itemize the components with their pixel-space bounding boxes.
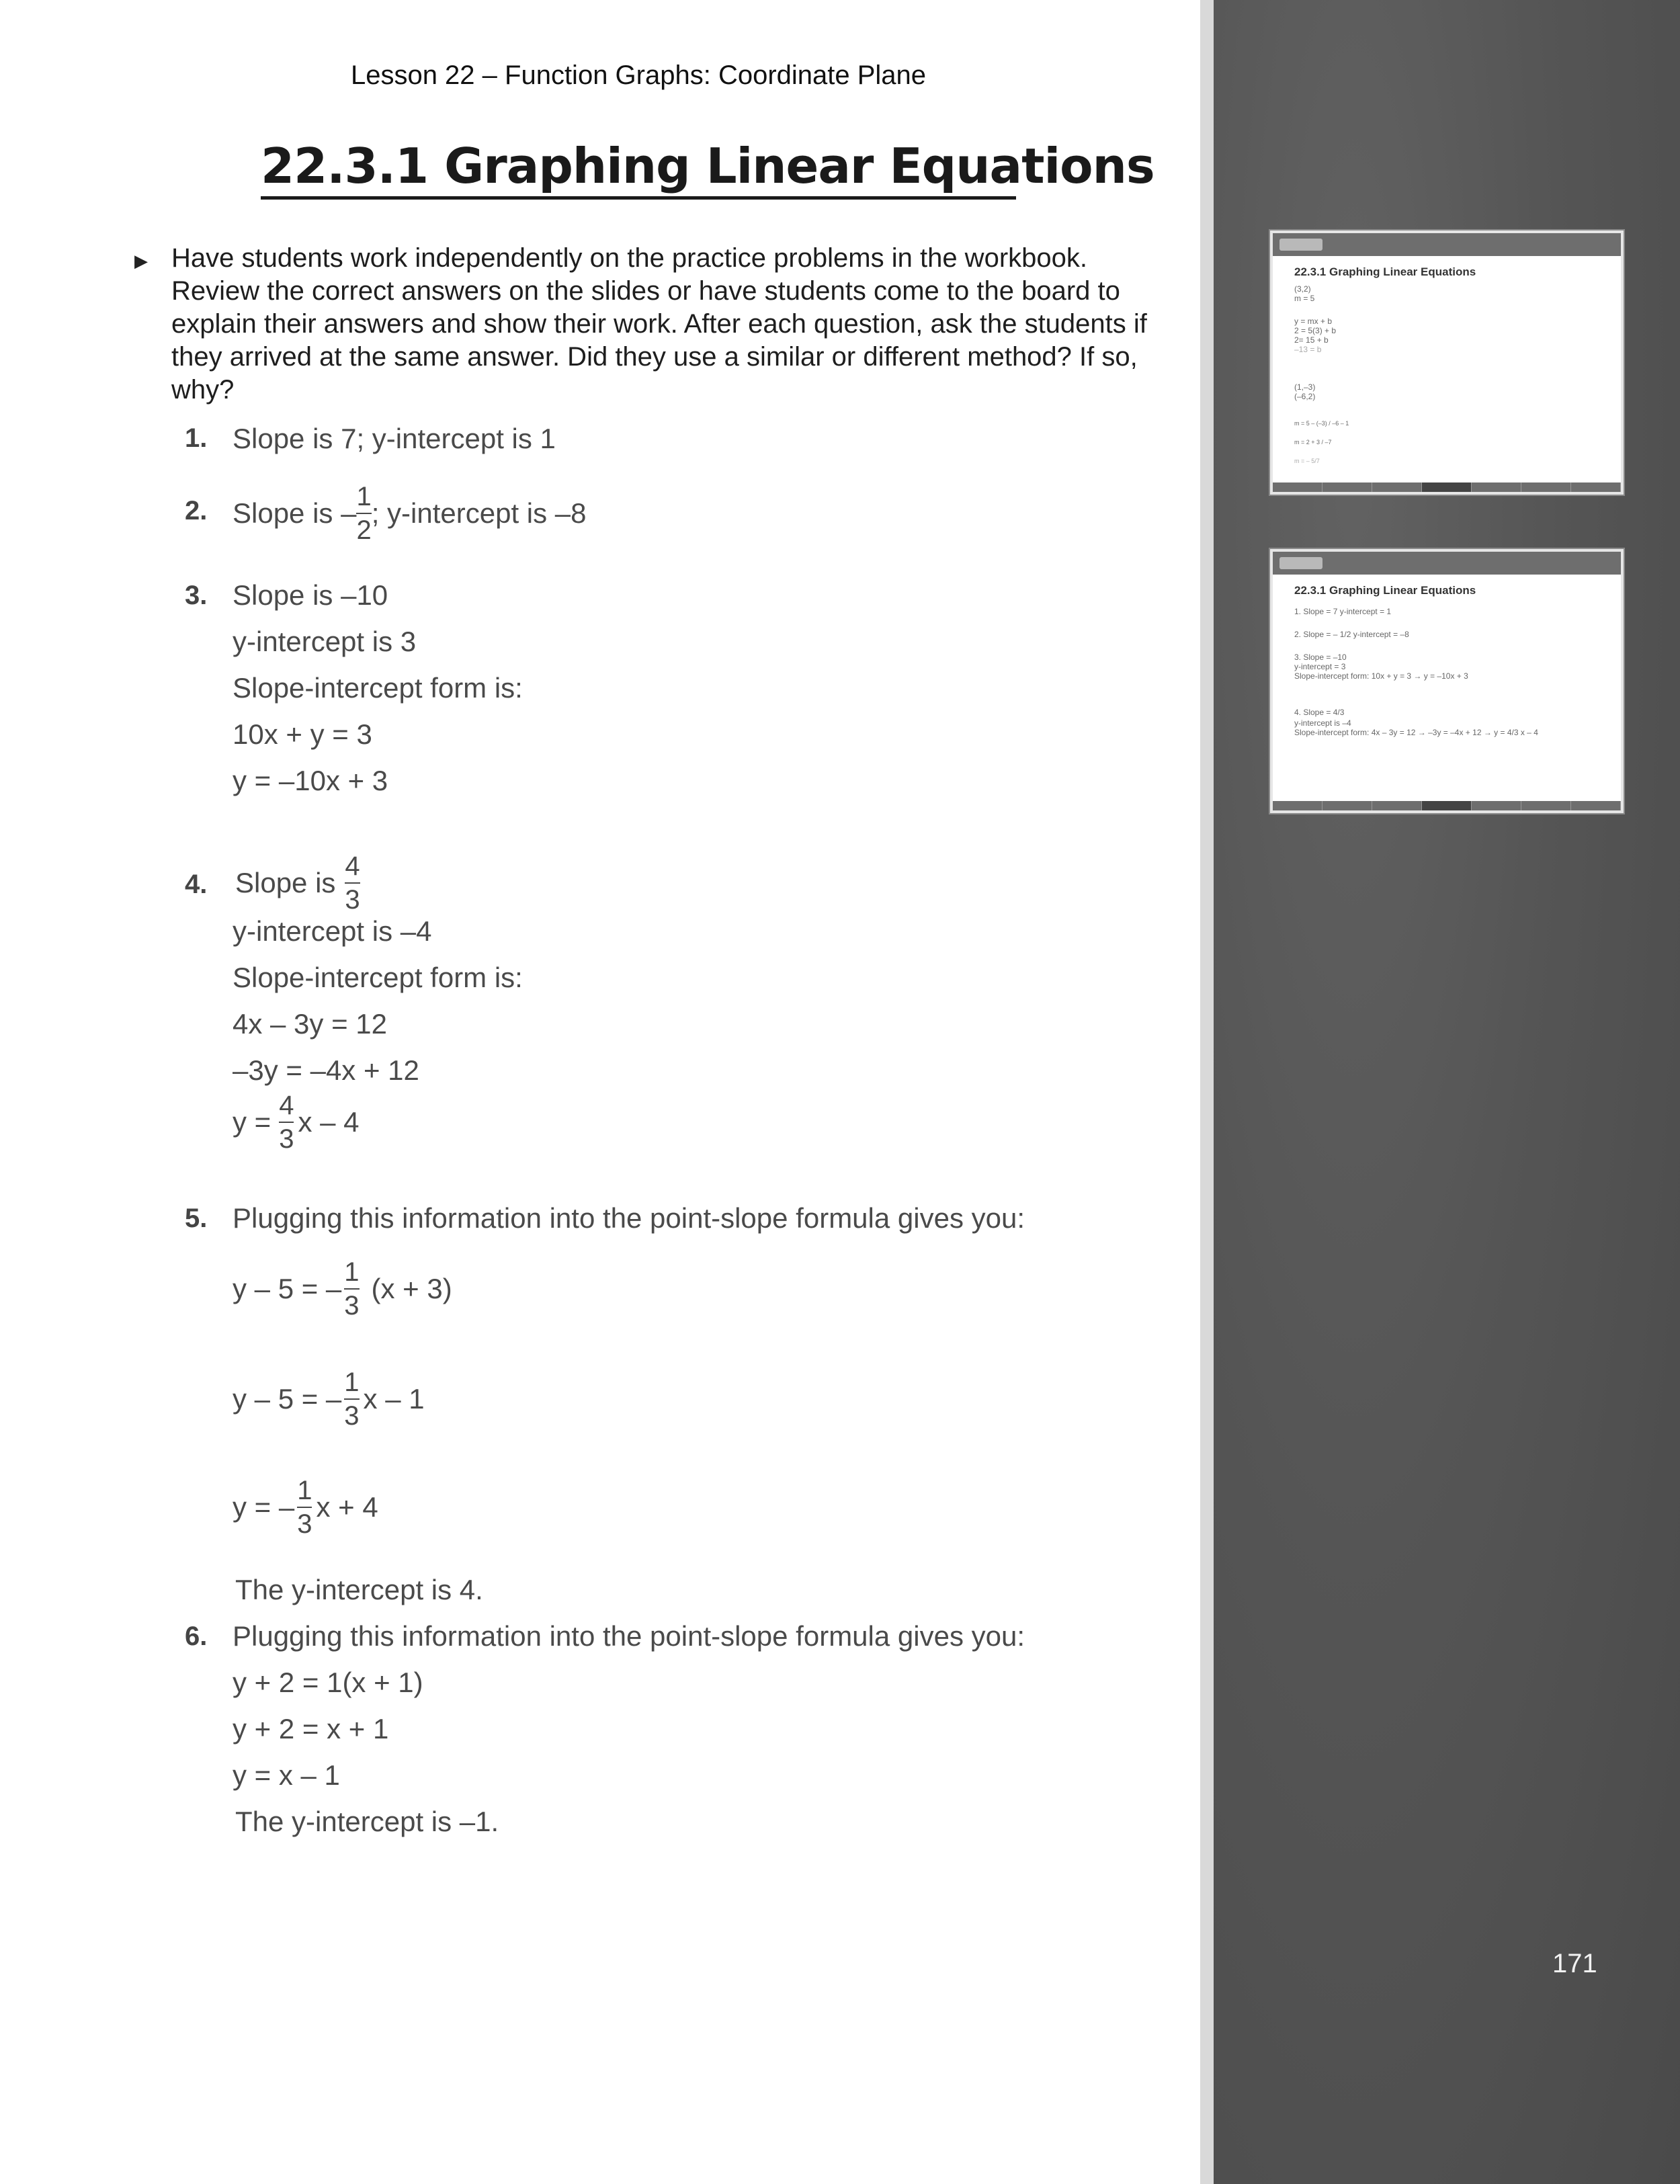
slide-line: 4. Slope = 4/3 — [1294, 708, 1345, 717]
text-fragment: x + 4 — [316, 1491, 378, 1523]
answer-line: –3y = –4x + 12 — [233, 1054, 419, 1086]
denominator: 3 — [279, 1124, 294, 1154]
slide-line: y = mx + b — [1294, 317, 1333, 326]
lesson-header: Lesson 22 – Function Graphs: Coordinate Plane — [350, 60, 927, 90]
slide-title: 22.3.1 Graphing Linear Equations — [1294, 584, 1476, 597]
slide-line: m = 5 – (–3) / –6 – 1 — [1294, 420, 1349, 427]
slide-header-bar — [1273, 552, 1621, 575]
text-fragment: y – 5 = – — [233, 1383, 342, 1415]
denominator: 3 — [297, 1509, 312, 1539]
fraction — [297, 1474, 312, 1540]
denominator: 3 — [345, 885, 360, 915]
page-number: 171 — [1552, 1949, 1597, 1978]
answer-line: 10x + y = 3 — [233, 718, 372, 750]
answer-line: y + 2 = 1(x + 1) — [233, 1667, 423, 1698]
slide-line: –13 = b — [1294, 345, 1322, 354]
item-number: 4. — [185, 870, 208, 899]
slide-line: 1. Slope = 7 y-intercept = 1 — [1294, 607, 1392, 616]
title-underline — [261, 196, 1016, 200]
slide-title: 22.3.1 Graphing Linear Equations — [1294, 265, 1476, 278]
text-fragment: y = – — [233, 1491, 295, 1523]
item-number: 2. — [185, 496, 208, 526]
answer-line: Slope-intercept form is: — [233, 672, 523, 704]
answer-line: y-intercept is –4 — [233, 915, 432, 947]
numerator: 1 — [344, 1366, 359, 1400]
answer-line: Slope is –10 — [233, 579, 388, 611]
numerator: 1 — [356, 480, 371, 514]
answer-line — [233, 1255, 452, 1322]
slide-header-bar — [1273, 233, 1621, 256]
fraction — [344, 1366, 359, 1432]
logo-icon — [1279, 557, 1322, 569]
slide-line: (–6,2) — [1294, 392, 1316, 401]
item-number: 3. — [185, 581, 208, 610]
text-fragment: (x + 3) — [371, 1273, 452, 1304]
slide-line: m = 5 — [1294, 294, 1315, 303]
answer-line: Plugging this information into the point-slope formula gives you: — [233, 1202, 1025, 1234]
answer-line: y + 2 = x + 1 — [233, 1713, 389, 1745]
answer-line — [233, 481, 587, 546]
denominator: 3 — [344, 1291, 360, 1320]
text-fragment: Slope is – — [233, 497, 357, 529]
answer-line — [233, 1089, 360, 1156]
slide-thumbnail-1 — [1270, 230, 1624, 495]
fraction — [345, 850, 360, 916]
answer-line: 4x – 3y = 12 — [233, 1008, 387, 1040]
answer-line: y-intercept is 3 — [233, 626, 417, 657]
slide-footer-nav — [1273, 482, 1621, 492]
numerator: 4 — [279, 1089, 294, 1123]
slide-footer-nav — [1273, 801, 1621, 810]
text-fragment: x – 4 — [298, 1106, 360, 1138]
fraction — [356, 480, 371, 546]
text-fragment: Slope is — [235, 867, 336, 898]
slide-line: (1,–3) — [1294, 382, 1316, 392]
answer-line — [233, 1474, 378, 1541]
answer-line: Plugging this information into the point-slope formula gives you: — [233, 1620, 1025, 1652]
slide-line: y-intercept = 3 — [1294, 662, 1346, 671]
answer-line: y = –10x + 3 — [233, 765, 388, 796]
answer-line — [233, 1366, 425, 1433]
numerator: 1 — [297, 1474, 312, 1508]
text-fragment: y = — [233, 1106, 271, 1138]
slide-line: m = – 5/7 — [1294, 458, 1320, 464]
denominator: 3 — [344, 1401, 360, 1431]
slide-line: Slope-intercept form: 10x + y = 3 → y = –10x + 3 — [1294, 671, 1468, 681]
page-gutter — [1200, 0, 1214, 2184]
section-title: 22.3.1 Graphing Linear Equations — [261, 138, 1154, 194]
text-fragment: ; y-intercept is –8 — [371, 497, 587, 529]
fraction — [279, 1089, 294, 1155]
slide-line: 2= 15 + b — [1294, 335, 1329, 345]
numerator: 4 — [345, 850, 360, 884]
slide-line: 3. Slope = –10 — [1294, 653, 1347, 662]
slide-line: 2 = 5(3) + b — [1294, 326, 1337, 335]
slide-line: y-intercept is –4 — [1294, 718, 1351, 728]
answer-line: Slope is 7; y-intercept is 1 — [233, 423, 556, 454]
answer-line: The y-intercept is –1. — [235, 1806, 499, 1837]
item-number: 1. — [185, 423, 208, 453]
slide-line: (3,2) — [1294, 284, 1311, 294]
answer-line: Slope-intercept form is: — [233, 962, 523, 993]
numerator: 1 — [344, 1256, 359, 1290]
logo-icon — [1279, 239, 1322, 251]
slide-line: Slope-intercept form: 4x – 3y = 12 → –3y = –4x + 12 → y = 4/3 x – 4 — [1294, 728, 1538, 737]
answer-line — [235, 845, 360, 921]
answer-line: y = x – 1 — [233, 1759, 340, 1791]
slide-thumbnail-2 — [1270, 549, 1624, 813]
text-fragment: x – 1 — [363, 1383, 425, 1415]
answer-line: The y-intercept is 4. — [235, 1574, 483, 1605]
denominator: 2 — [356, 515, 372, 545]
fraction — [344, 1256, 359, 1322]
intro-paragraph: Have students work independently on the practice problems in the workbook. Review the correct answers on the slides or have students come to the board to explain their answers and show their work. After each question, ask the students if they arrived at the same answer. Did they use a similar or different method? If so, why? — [171, 243, 1147, 405]
item-number: 5. — [185, 1204, 208, 1233]
slide-line: 2. Slope = – 1/2 y-intercept = –8 — [1294, 630, 1409, 639]
slide-line: m = 2 + 3 / –7 — [1294, 439, 1332, 446]
triangle-bullet-icon: ▶ — [134, 251, 148, 271]
text-fragment: y – 5 = – — [233, 1273, 342, 1304]
item-number: 6. — [185, 1622, 208, 1651]
